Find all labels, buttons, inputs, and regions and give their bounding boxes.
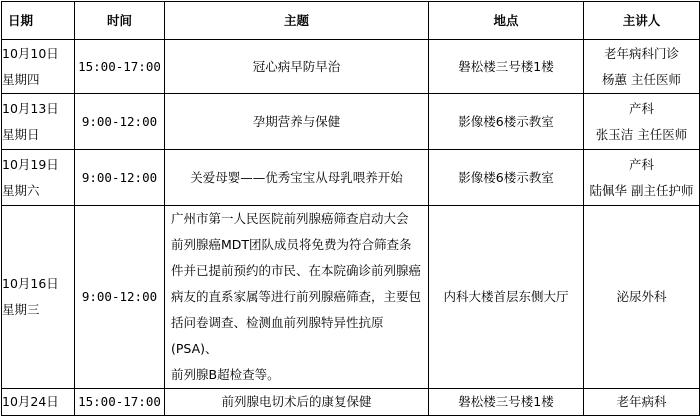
topic-cell: 冠心病早防早治 xyxy=(165,40,429,94)
speaker-name: 张玉洁 主任医师 xyxy=(595,126,688,142)
topic-cell xyxy=(165,206,429,389)
table-row xyxy=(2,94,700,150)
table-row xyxy=(2,389,700,416)
speaker-name: 陆佩华 副主任护师 xyxy=(589,182,694,198)
date-cell xyxy=(2,206,75,389)
topic-cell: 孕期营养与保健 xyxy=(165,94,429,150)
header-topic: 主题 xyxy=(165,2,429,40)
table-row xyxy=(2,150,700,206)
topic-cell: 关爱母婴——优秀宝宝从母乳喂养开始 xyxy=(165,150,429,206)
speaker-department: 产科 xyxy=(628,100,654,116)
speaker-name: 杨蕙 主任医师 xyxy=(602,71,681,87)
topic-line: 广州市第一人民医院前列腺癌筛查启动大会 xyxy=(171,211,409,226)
speaker-department: 老年病科 xyxy=(616,394,667,409)
header-time: 时间 xyxy=(75,2,165,40)
weekday-text: 星期六 xyxy=(2,182,40,198)
date-text: 10月19日 xyxy=(2,156,59,172)
lecture-schedule-table xyxy=(1,1,700,416)
speaker-department: 产科 xyxy=(628,156,654,172)
header-row xyxy=(2,2,700,40)
table-row xyxy=(2,40,700,94)
time-cell: 9:00-12:00 xyxy=(75,94,165,150)
date-text: 10月16日 xyxy=(2,276,59,291)
location-cell: 影像楼6楼示教室 xyxy=(429,94,584,150)
time-cell: 9:00-12:00 xyxy=(75,150,165,206)
topic-line: 括问卷调查、检测血前列腺特异性抗原(PSA)、 xyxy=(171,315,384,356)
header-date: 日期 xyxy=(2,2,75,40)
speaker-cell xyxy=(584,206,700,389)
time-cell: 9:00-12:00 xyxy=(75,206,165,389)
location-cell: 磐松楼三号楼1楼 xyxy=(429,40,584,94)
speaker-cell xyxy=(584,150,700,206)
speaker-department: 泌尿外科 xyxy=(616,289,667,304)
date-cell xyxy=(2,389,75,416)
topic-line: 病友的直系家属等进行前列腺癌筛查，主要包 xyxy=(171,289,422,304)
time-cell: 15:00-17:00 xyxy=(75,40,165,94)
date-text: 10月24日 xyxy=(2,394,59,409)
speaker-department: 老年病科门诊 xyxy=(603,45,679,61)
time-cell: 15:00-17:00 xyxy=(75,389,165,416)
topic-line: 件并已提前预约的市民、在本院确诊前列腺癌 xyxy=(171,263,422,278)
speaker-cell xyxy=(584,40,700,94)
weekday-text: 星期四 xyxy=(2,71,40,87)
location-cell: 磐松楼三号楼1楼 xyxy=(429,389,584,416)
date-text: 10月10日 xyxy=(2,45,59,61)
date-cell xyxy=(2,94,75,150)
location-cell: 影像楼6楼示教室 xyxy=(429,150,584,206)
date-cell xyxy=(2,40,75,94)
weekday-text: 星期三 xyxy=(2,302,40,317)
topic-cell: 前列腺电切术后的康复保健 xyxy=(165,389,429,416)
weekday-text: 星期日 xyxy=(2,126,40,142)
location-cell: 内科大楼首层东侧大厅 xyxy=(429,206,584,389)
date-cell xyxy=(2,150,75,206)
header-speaker: 主讲人 xyxy=(584,2,700,40)
date-text: 10月13日 xyxy=(2,100,59,116)
header-location: 地点 xyxy=(429,2,584,40)
table-row xyxy=(2,206,700,389)
topic-line: 前列腺B超检查等。 xyxy=(171,367,280,382)
speaker-cell xyxy=(584,389,700,416)
speaker-cell xyxy=(584,94,700,150)
topic-line: 前列腺癌MDT团队成员将免费为符合筛查条 xyxy=(171,237,412,252)
